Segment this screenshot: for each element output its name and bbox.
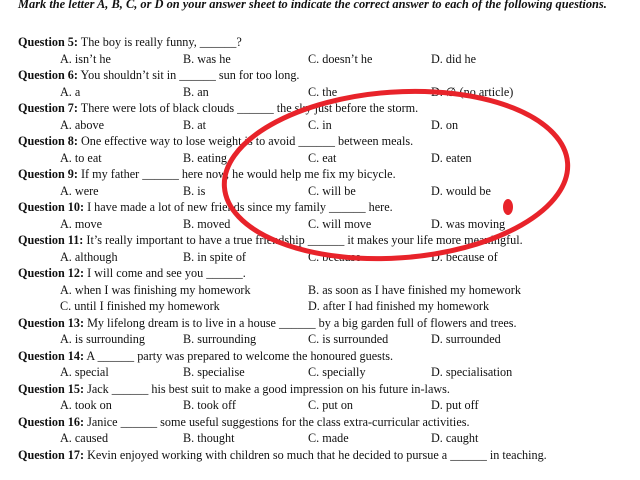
answer-option[interactable]: C. the — [308, 84, 338, 99]
answer-options-row — [18, 282, 630, 299]
answer-option[interactable]: B. eating — [183, 150, 228, 165]
question-number: Question 7: — [18, 101, 78, 115]
answer-option[interactable]: C. because — [308, 249, 361, 264]
answer-option[interactable]: A. is surrounding — [60, 332, 145, 346]
answer-option[interactable]: B. took off — [183, 398, 236, 412]
question-number: Question 5: — [18, 35, 78, 49]
answer-option[interactable]: C. made — [308, 431, 349, 445]
instructions: Mark the letter A, B, C, or D on your answer sheet to indicate the correct answer to each of the following questions. — [18, 0, 607, 11]
answer-option[interactable]: A. were — [60, 183, 99, 198]
question-number: Question 17: — [18, 447, 85, 462]
question-number: Question 13: — [18, 315, 85, 330]
answer-option[interactable]: D. would be — [431, 183, 491, 198]
question-number: Question 15: — [18, 381, 85, 396]
answer-option[interactable]: C. put on — [308, 398, 354, 412]
answer-option[interactable]: A. to eat — [60, 150, 102, 165]
question-stem — [18, 67, 630, 84]
answer-options-row — [18, 183, 630, 200]
question-number: Question 16: — [18, 414, 85, 429]
question-text: I have made a lot of new friends since my family ______ here. — [84, 200, 393, 214]
answer-option[interactable]: C. specially — [308, 365, 366, 379]
question-text: There were lots of black clouds ______ the sky just before the storm. — [77, 101, 419, 115]
question-number: Question 12: — [18, 266, 85, 280]
question-stem — [18, 315, 630, 332]
question-text: Janice ______ some useful suggestions for the class extra-curricular activities. — [84, 414, 470, 429]
question-stem — [18, 199, 630, 216]
answer-option[interactable]: A. move — [60, 216, 102, 231]
question-number: Question 14: — [18, 348, 85, 363]
question-stem — [18, 34, 630, 51]
question-stem — [18, 265, 630, 282]
answer-option[interactable]: C. will move — [308, 216, 372, 231]
question-text: The boy is really funny, ______? — [77, 35, 242, 49]
answer-option[interactable]: D. on — [431, 117, 459, 132]
question-stem — [18, 166, 630, 183]
question-text: If my father ______ here now, he would help me fix my bicycle. — [77, 167, 396, 181]
answer-option[interactable]: B. thought — [183, 431, 235, 445]
answer-option[interactable]: A. special — [60, 365, 109, 379]
answer-option[interactable]: C. is surrounded — [308, 332, 389, 346]
answer-option[interactable]: B. was he — [183, 51, 231, 66]
answer-option[interactable]: A. above — [60, 117, 104, 132]
answer-option[interactable]: A. caused — [60, 431, 109, 445]
answer-option[interactable]: A. although — [60, 249, 118, 264]
answer-option[interactable]: D. put off — [431, 398, 479, 412]
answer-options-row — [18, 249, 630, 266]
answer-options-row — [18, 364, 630, 381]
question-stem — [18, 133, 630, 150]
answer-options-row — [18, 51, 630, 68]
question-number: Question 9: — [18, 167, 78, 181]
question-text: A ______ party was prepared to welcome the honoured guests. — [84, 348, 394, 363]
answer-option[interactable]: B. is — [183, 183, 206, 198]
answer-option[interactable]: D. was moving — [431, 216, 506, 231]
answer-option[interactable]: B. as soon as I have finished my homework — [308, 282, 521, 297]
question-text: One effective way to lose weight is to avoid ______ between meals. — [77, 134, 414, 148]
question-stem — [18, 348, 630, 365]
question-number: Question 10: — [18, 200, 85, 214]
question-text: Jack ______ his best suit to make a good impression on his future in-laws. — [84, 381, 450, 396]
answer-options-row — [18, 397, 630, 414]
answer-option[interactable]: B. specialise — [183, 365, 245, 379]
answer-option[interactable]: D. ∅ (no article) — [431, 84, 514, 99]
answer-options-row — [18, 331, 630, 348]
question-number: Question 11: — [18, 233, 84, 247]
answer-options-row — [18, 430, 630, 447]
answer-option[interactable]: B. in spite of — [183, 249, 246, 264]
question-list — [18, 34, 630, 463]
question-text: Kevin enjoyed working with children so much that he decided to pursue a ______ in teaching. — [84, 447, 547, 462]
question-text: It’s really important to have a true friendship ______ it makes your life more meaningful. — [83, 233, 523, 247]
answer-option[interactable]: D. did he — [431, 51, 477, 66]
answer-option[interactable]: D. after I had finished my homework — [308, 299, 490, 313]
question-stem — [18, 100, 630, 117]
answer-option[interactable]: D. surrounded — [431, 332, 501, 346]
answer-options-row — [18, 84, 630, 101]
answer-option[interactable]: B. at — [183, 117, 207, 132]
question-text: I will come and see you ______. — [84, 266, 246, 280]
answer-option[interactable]: D. caught — [431, 431, 479, 445]
question-number: Question 6: — [18, 68, 78, 82]
answer-option[interactable]: A. a — [60, 84, 81, 99]
answer-option[interactable]: C. will be — [308, 183, 356, 198]
answer-options-row — [18, 216, 630, 233]
answer-option[interactable]: C. doesn’t he — [308, 51, 373, 66]
answer-option[interactable]: D. because of — [431, 249, 498, 264]
question-number: Question 8: — [18, 134, 78, 148]
answer-option[interactable]: A. took on — [60, 398, 112, 412]
answer-option[interactable]: A. isn’t he — [60, 51, 111, 66]
answer-options-row — [18, 150, 630, 167]
answer-option[interactable]: D. specialisation — [431, 365, 513, 379]
answer-option[interactable]: B. an — [183, 84, 209, 99]
answer-options-row — [18, 298, 630, 315]
answer-options-row — [18, 117, 630, 134]
answer-option[interactable]: C. in — [308, 117, 332, 132]
answer-option[interactable]: B. surrounding — [183, 332, 257, 346]
answer-option[interactable]: C. until I finished my homework — [60, 299, 220, 313]
answer-option[interactable]: A. when I was finishing my homework — [60, 282, 251, 297]
answer-option[interactable]: B. moved — [183, 216, 231, 231]
question-stem — [18, 447, 630, 464]
question-text: My lifelong dream is to live in a house ______ by a big garden full of flowers and trees. — [84, 315, 517, 330]
answer-option[interactable]: C. eat — [308, 150, 337, 165]
question-stem — [18, 414, 630, 431]
question-stem — [18, 232, 630, 249]
question-text: You shouldn’t sit in ______ sun for too long. — [77, 68, 300, 82]
question-stem — [18, 381, 630, 398]
answer-option[interactable]: D. eaten — [431, 150, 472, 165]
